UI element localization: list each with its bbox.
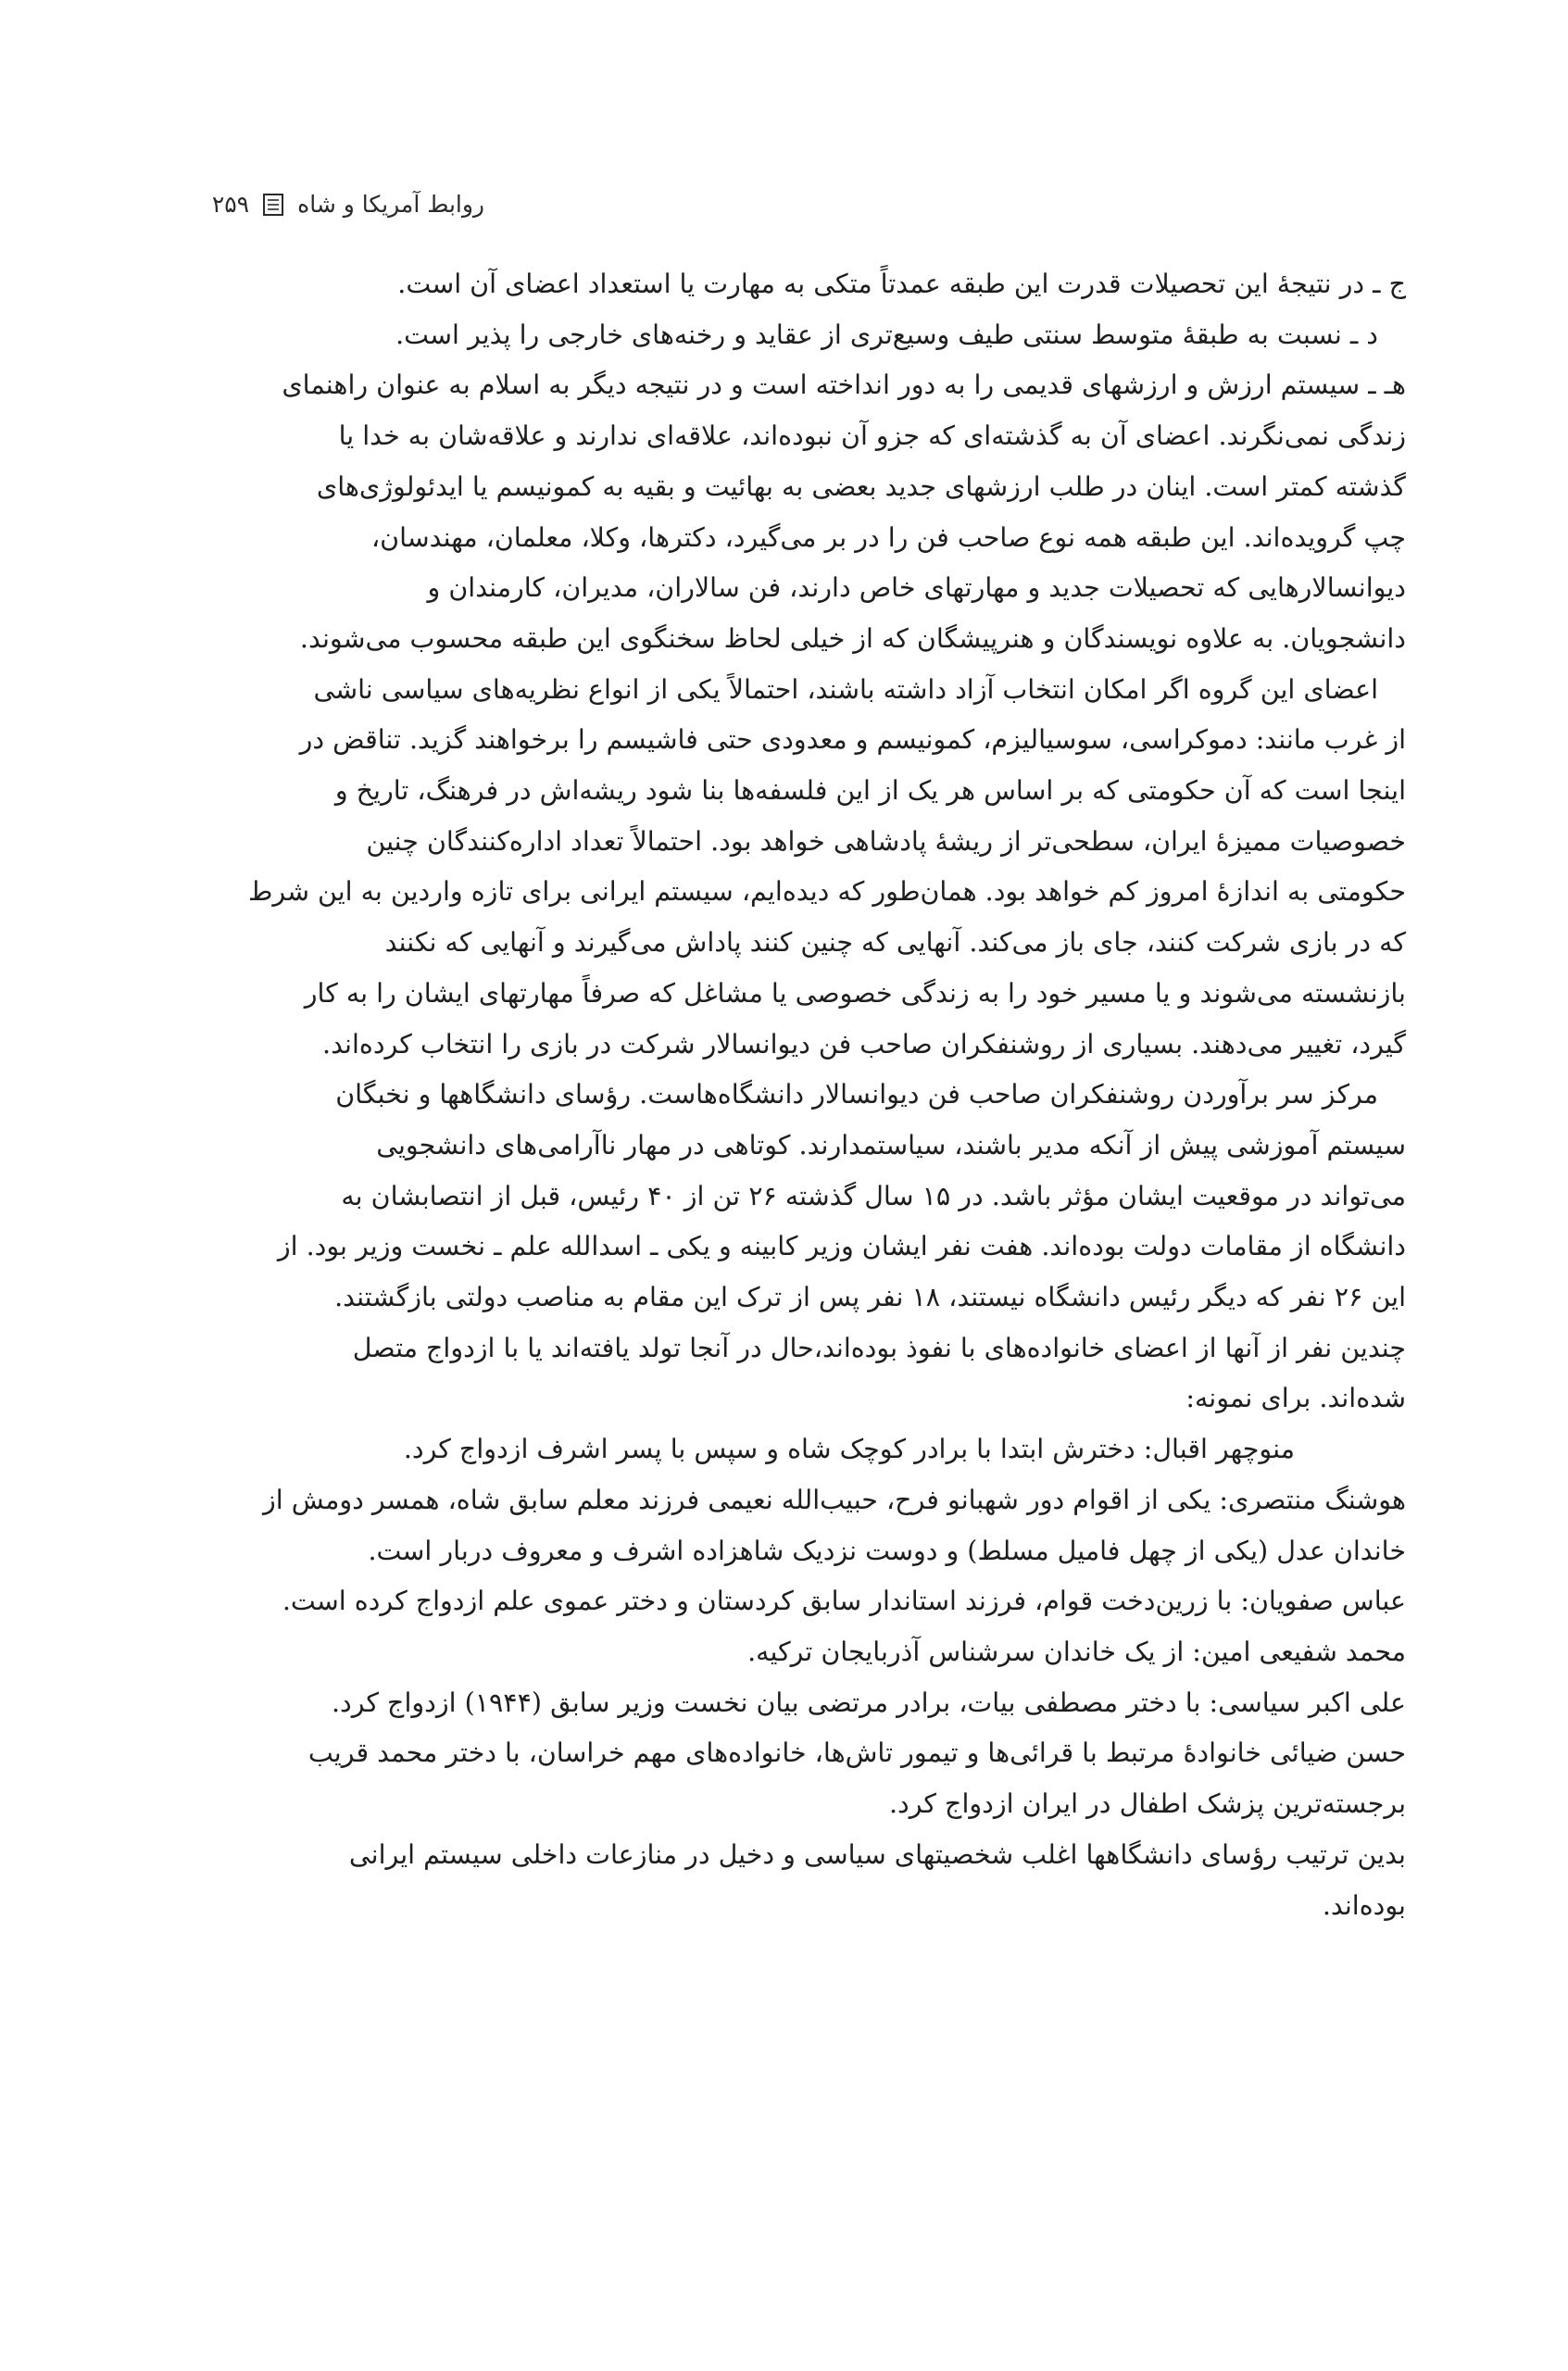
text-line: سیستم آموزشی پیش از آنکه مدیر باشند، سیاستمدارند. کوتاهی در مهار ناآرامی‌های دانشجویی [376, 1129, 1406, 1160]
text-line: بوده‌اند. [1322, 1889, 1406, 1921]
text-line: اینجا است که آن حکومتی که بر اساس هر یک از این فلسفه‌ها بنا شود ریشه‌اش در فرهنگ، تاریخ و [334, 775, 1406, 807]
body-text [183, 259, 1406, 1931]
text-line: خاندان عدل (یکی از چهل فامیل مسلط) و دوست نزدیک شاهزاده اشرف و معروف دربار است. [368, 1535, 1406, 1566]
text-line: چندین نفر از آنها از اعضای خانواده‌های با نفوذ بوده‌اند،حال در آنجا تولد یافته‌اند یا با ازدواج متصل [352, 1332, 1406, 1363]
book-icon [262, 193, 284, 217]
text-line: مرکز سر برآوردن روشنفکران صاحب فن دیوانسالار دانشگاه‌هاست. رؤسای دانشگاهها و نخبگان [335, 1079, 1378, 1110]
text-line: گذشته کمتر است. اینان در طلب ارزشهای جدید بعضی به بهائیت و بقیه به کمونیسم یا ایدئولوژی‌های [316, 470, 1406, 502]
text-line: که در بازی شرکت کنند، جای باز می‌کند. آنهایی که چنین کنند پاداش می‌گیرند و آنهایی که نکنند [384, 927, 1406, 959]
text-line: د ـ نسبت به طبقهٔ متوسط سنتی طیف وسیع‌تری از عقاید و رخنه‌های خارجی را پذیر است. [395, 319, 1378, 350]
text-line: علی اکبر سیاسی: با دختر مصطفی بیات، برادر مرتضی بیان نخست وزیر سابق (۱۹۴۴) ازدواج کرد. [331, 1687, 1406, 1718]
text-line: گیرد، تغییر می‌دهند. بسیاری از روشنفکران صاحب فن دیوانسالار شرکت در بازی را انتخاب کرده‌اند. [322, 1028, 1406, 1060]
text-line: می‌تواند در موقعیت ایشان مؤثر باشد. در ۱۵ سال گذشته ۲۶ تن از ۴۰ رئیس، قبل از انتصابشان به [341, 1180, 1406, 1211]
text-line: دانشگاه از مقامات دولت بوده‌اند. هفت نفر ایشان وزیر کابینه و یکی ـ اسدالله علم ـ نخست وزیر بود. از [277, 1231, 1406, 1262]
text-line: محمد شفیعی امین: از یک خاندان سرشناس آذربایجان ترکیه. [747, 1636, 1406, 1667]
text-line: از غرب مانند: دموکراسی، سوسیالیزم، کمونیسم و معدودی حتی فاشیسم را برخواهند گزید. تناقض در [299, 724, 1406, 756]
text-line: اعضای این گروه اگر امکان انتخاب آزاد داشته باشند، احتمالاً یکی از انواع نظریه‌های سیاسی ناشی [313, 673, 1378, 705]
text-line: ج ـ در نتیجهٔ این تحصیلات قدرت این طبقه عمدتاً متکی به مهارت یا استعداد اعضای آن است. [397, 269, 1406, 299]
text-line: دیوانسالارهایی که تحصیلات جدید و مهارتهای خاص دارند، فن سالاران، مدیران، کارمندان و [427, 572, 1406, 604]
text-line: دانشجویان. به علاوه نویسندگان و هنرپیشگان که از خیلی لحاظ سخنگوی این طبقه محسوب می‌شوند. [299, 622, 1406, 654]
running-header [212, 191, 484, 218]
text-line: منوچهر اقبال: دخترش ابتدا با برادر کوچک شاه و سپس با پسر اشرف ازدواج کرد. [403, 1434, 1295, 1465]
text-line: عباس صفویان: با زرین‌دخت قوام، فرزند استاندار سابق کردستان و دختر عموی علم ازدواج کرده است. [282, 1586, 1406, 1617]
text-line: این ۲۶ نفر که دیگر رئیس دانشگاه نیستند، ۱۸ نفر پس از ترک این مقام به مناصب دولتی بازگشتند. [334, 1282, 1406, 1313]
running-title: روابط آمریکا و شاه [297, 191, 484, 218]
text-line: بدین ترتیب رؤسای دانشگاهها اغلب شخصیتهای سیاسی و دخیل در منازعات داخلی سیستم ایرانی [348, 1838, 1406, 1870]
text-line: هـ ـ سیستم ارزش و ارزشهای قدیمی را به دور انداخته است و در نتیجه دیگر به اسلام به عنوان راهنمای [282, 370, 1406, 401]
text-line: حکومتی به اندازهٔ امروز کم خواهد بود. همان‌طور که دیده‌ایم، سیستم ایرانی برای تازه واردین به این شرط [248, 876, 1406, 908]
text-line: برجسته‌ترین پزشک اطفال در ایران ازدواج کرد. [888, 1788, 1406, 1820]
text-line: شده‌اند. برای نمونه: [1185, 1383, 1406, 1414]
page-number: ۲۵۹ [211, 191, 250, 218]
text-line: بازنشسته می‌شوند و یا مسیر خود را به زندگی خصوصی یا مشاغل که صرفاً مهارتهای ایشان را به کار [304, 977, 1406, 1009]
text-line: خصوصیات ممیزهٔ ایران، سطحی‌تر از ریشهٔ پادشاهی خواهد بود. احتمالاً تعداد اداره‌کنندگان چنین [366, 825, 1406, 857]
text-line: چپ گرویده‌اند. این طبقه همه نوع صاحب فن را در بر می‌گیرد، دکترها، وکلا، معلمان، مهندسان، [370, 521, 1406, 553]
text-line: حسن ضیائی خانوادهٔ مرتبط با قرائی‌ها و تیمور تاش‌ها، خانواده‌های مهم خراسان، با دختر محمد قریب [307, 1737, 1406, 1769]
text-line: زندگی نمی‌نگرند. اعضای آن به گذشته‌ای که جزو آن نبوده‌اند، علاقه‌ای ندارند و علاقه‌شان به خدا یا [338, 420, 1406, 452]
text-line: هوشنگ منتصری: یکی از اقوام دور شهبانو فرح، حبیب‌الله نعیمی فرزند معلم سابق شاه، همسر دومش از [263, 1484, 1406, 1515]
